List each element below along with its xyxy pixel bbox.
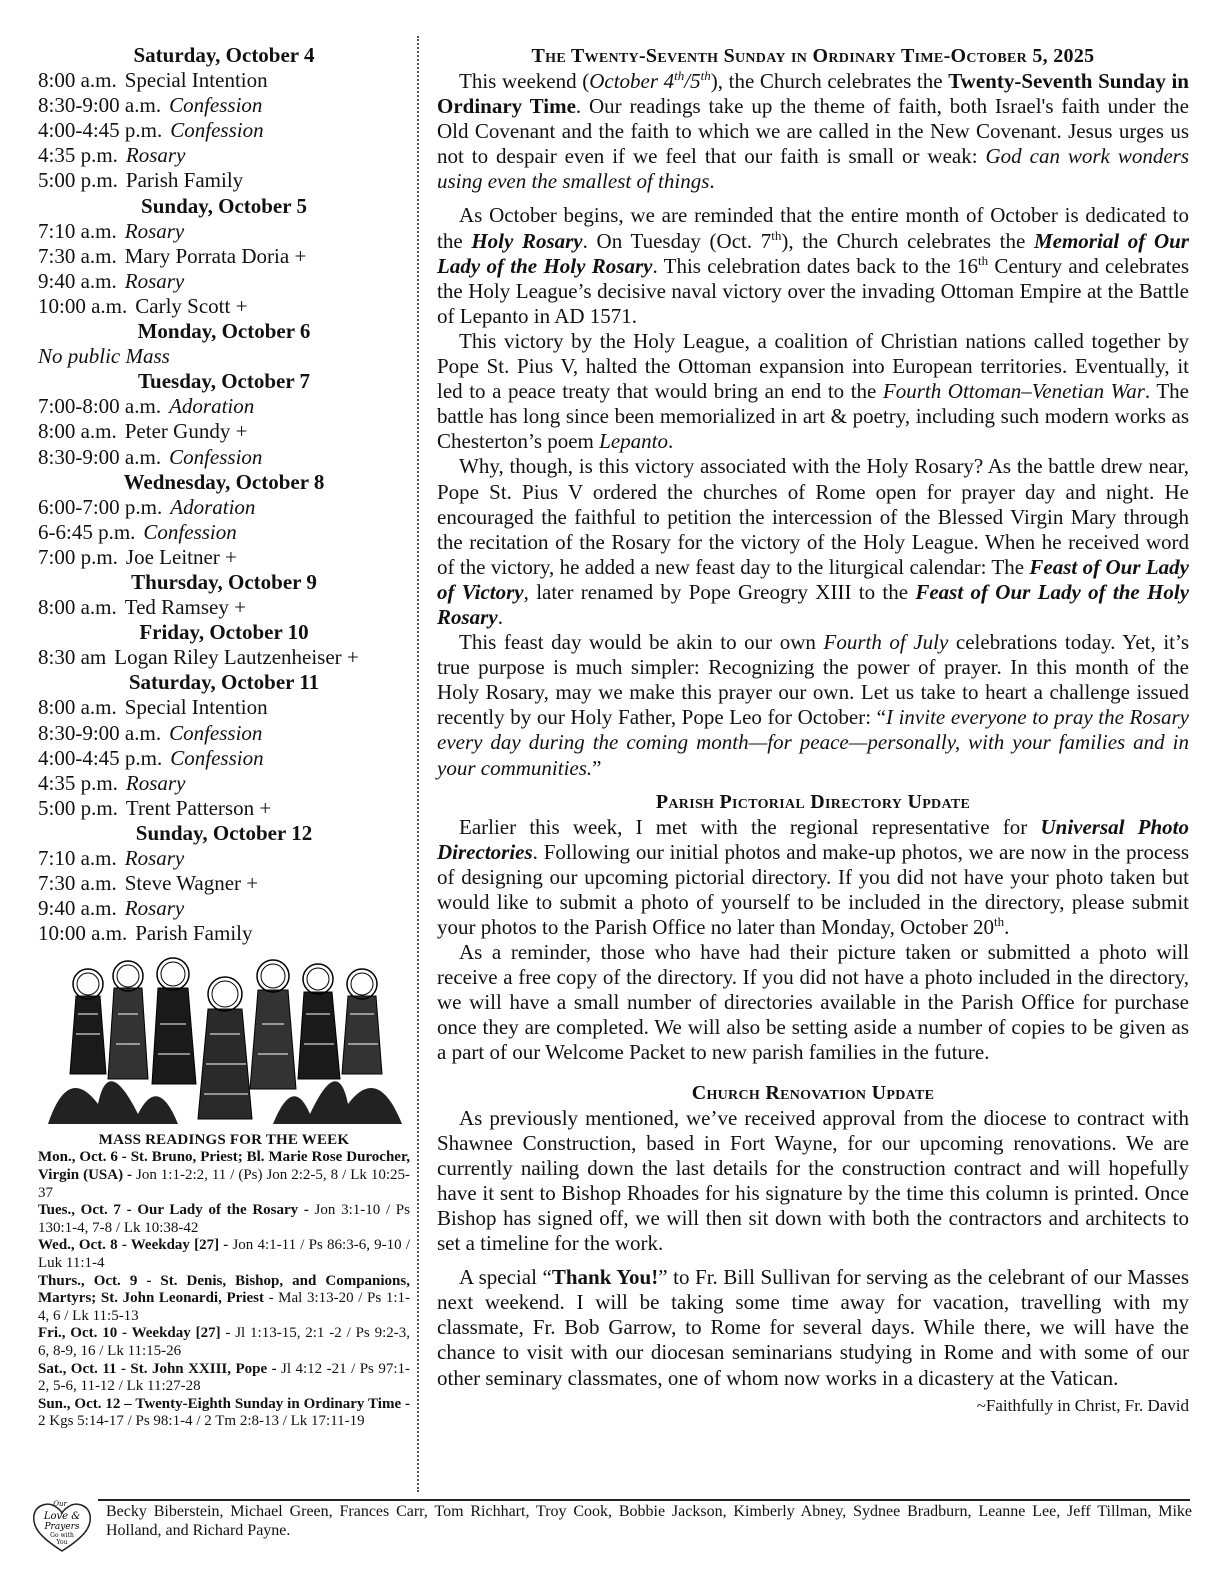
reading-day: Thurs., Oct. 9 - St. Denis, Bishop, and Companions, Martyrs; St. John Leonardi, Priest: [38, 1272, 410, 1307]
schedule-entry: [38, 168, 410, 193]
schedule-entry: [38, 419, 410, 444]
entry-description: Adoration: [170, 494, 256, 519]
entry-time: 10:00 a.m.: [38, 921, 128, 946]
entry-description: Rosary: [125, 770, 186, 795]
reading-day: Sun., Oct. 12 – Twenty-Eighth Sunday in Ordinary Time -: [38, 1395, 410, 1412]
entry-time: 8:00 a.m.: [38, 695, 117, 720]
schedule-entry: [38, 746, 410, 771]
reading-item: [38, 1273, 410, 1326]
prayers-heart-logo: [30, 1497, 94, 1555]
entry-time: 9:40 a.m.: [38, 268, 117, 293]
reading-item: [38, 1149, 410, 1202]
entry-time: 10:00 a.m.: [38, 293, 128, 318]
schedule-entry: [38, 219, 410, 244]
reading-citations: Jon 4:1-11 / Ps 86:3-6, 9-10 / Luk 11:1-4: [38, 1237, 410, 1271]
article-paragraph: This weekend (October 4th/5th), the Church celebrates the Twenty-Seventh Sunday in Ordinary Time. Our readings take up the theme of faith, both Israel's faith under the Old Covenant and the faith to which we are called in the New Covenant. Jesus urges us not to despair even if we feel that our faith is small or weak: God can work wonders using even the smallest of things.: [437, 68, 1189, 194]
article-paragraph: As October begins, we are reminded that the entire month of October is dedicated to the Holy Rosary. On Tuesday (Oct. 7th), the Church celebrates the Memorial of Our Lady of the Holy Rosary. This celebration dates back to the 16th Century and celebrates the Holy League’s decisive naval victory over the invading Ottoman Empire at the Battle of Lepanto in AD 1571.: [437, 203, 1189, 328]
article-paragraph: Why, though, is this victory associated with the Holy Rosary? As the battle drew near, Pope St. Pius V ordered the churches of Rome open for prayer day and night. He encouraged the faithful to petition the intercession of the Blessed Virgin Mary through the recitation of the Rosary for the victory of the Holy League. When he received word of the victory, he added a new feast day to the liturgical calendar: The Feast of Our Lady of Victory, later renamed by Pope Greogry XIII to the Feast of Our Lady of the Holy Rosary.: [437, 454, 1190, 629]
reading-citations: Jon 3:1-10 / Ps 130:1-4, 7-8 / Lk 10:38-42: [38, 1202, 410, 1236]
schedule-day-heading: Wednesday, October 8: [123, 469, 325, 494]
article-paragraph: This feast day would be akin to our own Fourth of July celebrations today. Yet, it’s true purpose is much simpler: Recognizing the power of prayer. In this month of the Holy Rosary, may we make this prayer our own. Let us take to heart a challenge issued recently by our Holy Father, Pope Leo for October: “I invite everyone to pray the Rosary every day during the coming month—for peace—personally, with your families and in your communities.”: [437, 630, 1189, 780]
readings-list: [38, 1149, 410, 1431]
entry-time: 7:10 a.m.: [38, 218, 117, 243]
schedule-entry: [38, 445, 410, 470]
schedule-entry: [38, 771, 410, 796]
entry-description: Rosary: [125, 143, 186, 168]
entry-description: Mary Porrata Doria +: [124, 243, 307, 268]
schedule-entry: [38, 896, 410, 921]
entry-time: 7:30 a.m.: [38, 243, 117, 268]
entry-description: Rosary: [124, 846, 185, 870]
schedule-entry: [38, 294, 410, 319]
prayer-list: Becky Biberstein, Michael Green, Frances Carr, Tom Richhart, Troy Cook, Bobbie Jackson, Kimberly Abney, Sydnee Bradburn, Leanne Lee, Jeff Tillman, Mike Holland, and Richard Payne.: [106, 1503, 1192, 1539]
entry-description: Peter Gundy +: [124, 419, 248, 444]
schedule-entry: [38, 143, 410, 168]
mass-schedule: [38, 43, 410, 946]
article-column: [437, 43, 1189, 1418]
schedule-entry: [38, 545, 410, 570]
schedule-entry: [38, 118, 410, 143]
entry-description: Ted Ramsey +: [124, 595, 246, 620]
entry-time: 5:00 p.m.: [38, 795, 118, 820]
signature: ~Faithfully in Christ, Fr. David: [976, 1395, 1189, 1415]
schedule-entry: [38, 244, 410, 269]
article-title: The Twenty-Seventh Sunday in Ordinary Time-October 5, 2025: [531, 45, 1095, 67]
entry-description: Rosary: [124, 268, 185, 293]
saints-illustration: [48, 954, 402, 1124]
reading-citations: Jon 1:1-2:2, 11 / (Ps) Jon 2:2-5, 8 / Lk 10:25-37: [38, 1166, 410, 1201]
entry-description: Rosary: [124, 218, 185, 243]
entry-description: Adoration: [169, 394, 255, 419]
entry-time: 6-6:45 p.m.: [38, 519, 136, 544]
reading-day: Sat., Oct. 11 - St. John XXIII, Pope -: [38, 1360, 277, 1377]
schedule-entry: [38, 595, 410, 620]
schedule-entry: [38, 721, 410, 746]
reading-citations: - Mal 3:13-20 / Ps 1:1-4, 6 / Lk 11:5-13: [38, 1290, 410, 1324]
schedule-entry: [38, 846, 410, 871]
entry-time: 4:00-4:45 p.m.: [38, 118, 163, 143]
logo-text: Love &: [43, 1511, 81, 1522]
schedule-entry: [38, 495, 410, 520]
entry-description: Confession: [143, 519, 237, 544]
entry-time: 8:30-9:00 a.m.: [38, 93, 162, 118]
logo-text: Go with: [50, 1532, 74, 1539]
entry-description: Trent Patterson +: [125, 795, 272, 820]
entry-description: Confession: [170, 745, 264, 770]
entry-description: Joe Leitner +: [125, 544, 237, 569]
directory-paragraph: As a reminder, those who have had their picture taken or submitted a photo will receive a free copy of the directory. If you did not have a photo included in the directory, we will have a small number of directories available in the Parish Office for purchase once they are completed. We will also be setting aside a number of copies to be given as a part of our Welcome Packet to new parish families in the future.: [437, 940, 1189, 1065]
entry-description: Confession: [169, 93, 263, 118]
schedule-entry: [38, 520, 410, 545]
entry-time: 8:00 a.m.: [38, 419, 117, 444]
reading-item: [38, 1237, 410, 1272]
reading-item: [38, 1325, 410, 1360]
entry-time: 8:30 am: [38, 645, 107, 670]
column-divider: [417, 36, 419, 1492]
reading-day: Mon., Oct. 6 - St. Bruno, Priest; Bl. Marie Rose Durocher, Virgin (USA) -: [38, 1149, 410, 1183]
entry-time: 6:00-7:00 p.m.: [38, 494, 163, 519]
directory-title: Parish Pictorial Directory Update: [655, 790, 971, 813]
entry-time: 9:40 a.m.: [38, 896, 117, 921]
reading-citations: - Jl 1:13-15, 2:1 -2 / Ps 9:2-3, 6, 8-9, 16 / Lk 11:15-26: [38, 1325, 410, 1359]
schedule-entry: [38, 645, 410, 670]
entry-description: Carly Scott +: [135, 293, 248, 318]
schedule-entry: [38, 796, 410, 821]
schedule-entry: [38, 871, 410, 896]
entry-time: 8:30-9:00 a.m.: [38, 720, 162, 745]
schedule-entry: [38, 68, 410, 93]
entry-description: Steve Wagner +: [124, 871, 259, 896]
schedule-entry: [38, 394, 410, 419]
reading-day: Fri., Oct. 10 - Weekday [27]: [38, 1325, 221, 1342]
entry-time: 7:30 a.m.: [38, 871, 117, 896]
renovation-paragraph: As previously mentioned, we’ve received approval from the diocese to contract with Shawnee Construction, based in Fort Wayne, for our upcoming renovations. We are currently nailing down the last details for the construction contract and will hopefully have it sent to Bishop Rhoades for his signature by the time this column is printed. Once Bishop has signed off, we will then sit down with both the contractors and architects to set a timeline for the work.: [437, 1105, 1189, 1256]
schedule-entry: [38, 921, 410, 946]
schedule-day-heading: Saturday, October 11: [128, 670, 320, 695]
footer-rule: [98, 1499, 1190, 1501]
reading-item: [38, 1202, 410, 1237]
entry-time: 7:00-8:00 a.m.: [38, 394, 162, 419]
article-paragraph: This victory by the Holy League, a coalition of Christian nations called together by Pope St. Pius V, halted the Ottoman expansion into European territories. Eventually, it led to a peace treaty that would bring an end to the Fourth Ottoman–Venetian War. The battle has long since been memorialized in art & poetry, including such modern works as Chesterton’s poem Lepanto.: [437, 328, 1189, 454]
schedule-entry: [38, 695, 410, 720]
entry-time: 8:00 a.m.: [38, 595, 117, 620]
entry-time: 8:30-9:00 a.m.: [38, 444, 162, 469]
schedule-day-heading: Saturday, October 4: [133, 43, 315, 67]
mass-schedule-column: [38, 43, 410, 1431]
schedule-day-heading: Friday, October 10: [139, 620, 309, 645]
renovation-paragraph: A special “Thank You!” to Fr. Bill Sullivan for serving as the celebrant of our Masses next weekend. I will be taking some time away for vacation, travelling with my classmate, Fr. Bob Garrow, to Rome for several days. While there, we will have the chance to visit with our diocesan seminarians studying in Rome and with some of our other seminary classmates, one of whom now works in a dicastery at the Vatican. ~Faithfully in Christ, Fr. David: [437, 1265, 1189, 1390]
entry-description: Special Intention: [124, 695, 268, 720]
reading-item: [38, 1361, 410, 1396]
entry-description: Logan Riley Lautzenheiser +: [114, 645, 359, 670]
entry-description: Confession: [169, 444, 263, 469]
schedule-entry: [38, 93, 410, 118]
schedule-entry: [38, 344, 410, 369]
entry-time: 8:00 a.m.: [38, 68, 117, 93]
entry-description: Special Intention: [124, 68, 268, 93]
entry-time: 4:35 p.m.: [38, 770, 118, 795]
logo-text: You: [56, 1539, 68, 1546]
logo-text: Our: [53, 1500, 67, 1508]
entry-description: Parish Family: [125, 168, 244, 193]
reading-citations: Jl 4:12 -21 / Ps 97:1-2, 5-6, 11-12 / Lk 11:27-28: [38, 1360, 410, 1395]
entry-description: Rosary: [124, 896, 185, 921]
entry-description: Confession: [169, 720, 263, 745]
renovation-title: Church Renovation Update: [691, 1081, 935, 1104]
entry-time: 7:10 a.m.: [38, 846, 117, 870]
reading-day: Tues., Oct. 7 - Our Lady of the Rosary -: [38, 1202, 309, 1219]
schedule-day-heading: Sunday, October 5: [141, 193, 307, 218]
entry-time: 4:35 p.m.: [38, 143, 118, 168]
entry-description: No public Mass: [38, 344, 170, 369]
schedule-day-heading: Thursday, October 9: [131, 569, 317, 594]
readings-heading: MASS READINGS FOR THE WEEK: [98, 1132, 350, 1149]
schedule-day-heading: Sunday, October 12: [135, 820, 313, 845]
entry-time: 4:00-4:45 p.m.: [38, 745, 163, 770]
reading-item: [38, 1396, 410, 1431]
schedule-entry: [38, 269, 410, 294]
entry-time: 5:00 p.m.: [38, 168, 118, 193]
reading-citations: 2 Kgs 5:14-17 / Ps 98:1-4 / 2 Tm 2:8-13 / Lk 17:11-19: [38, 1413, 365, 1430]
entry-description: Confession: [170, 118, 264, 143]
logo-text: Prayers: [44, 1522, 80, 1532]
entry-time: 7:00 p.m.: [38, 544, 118, 569]
schedule-day-heading: Monday, October 6: [137, 319, 311, 344]
schedule-day-heading: Tuesday, October 7: [137, 369, 311, 394]
entry-description: Parish Family: [135, 921, 253, 946]
directory-paragraph: Earlier this week, I met with the regional representative for Universal Photo Directories. Following our initial photos and make-up photos, we are now in the process of designing our upcoming pictorial directory. If you did not have your photo taken but would like to submit a photo of yourself to be included in the directory, please submit your photos to the Parish Office no later than Monday, October 20th.: [437, 814, 1190, 939]
reading-day: Wed., Oct. 8 - Weekday [27] -: [38, 1237, 229, 1254]
